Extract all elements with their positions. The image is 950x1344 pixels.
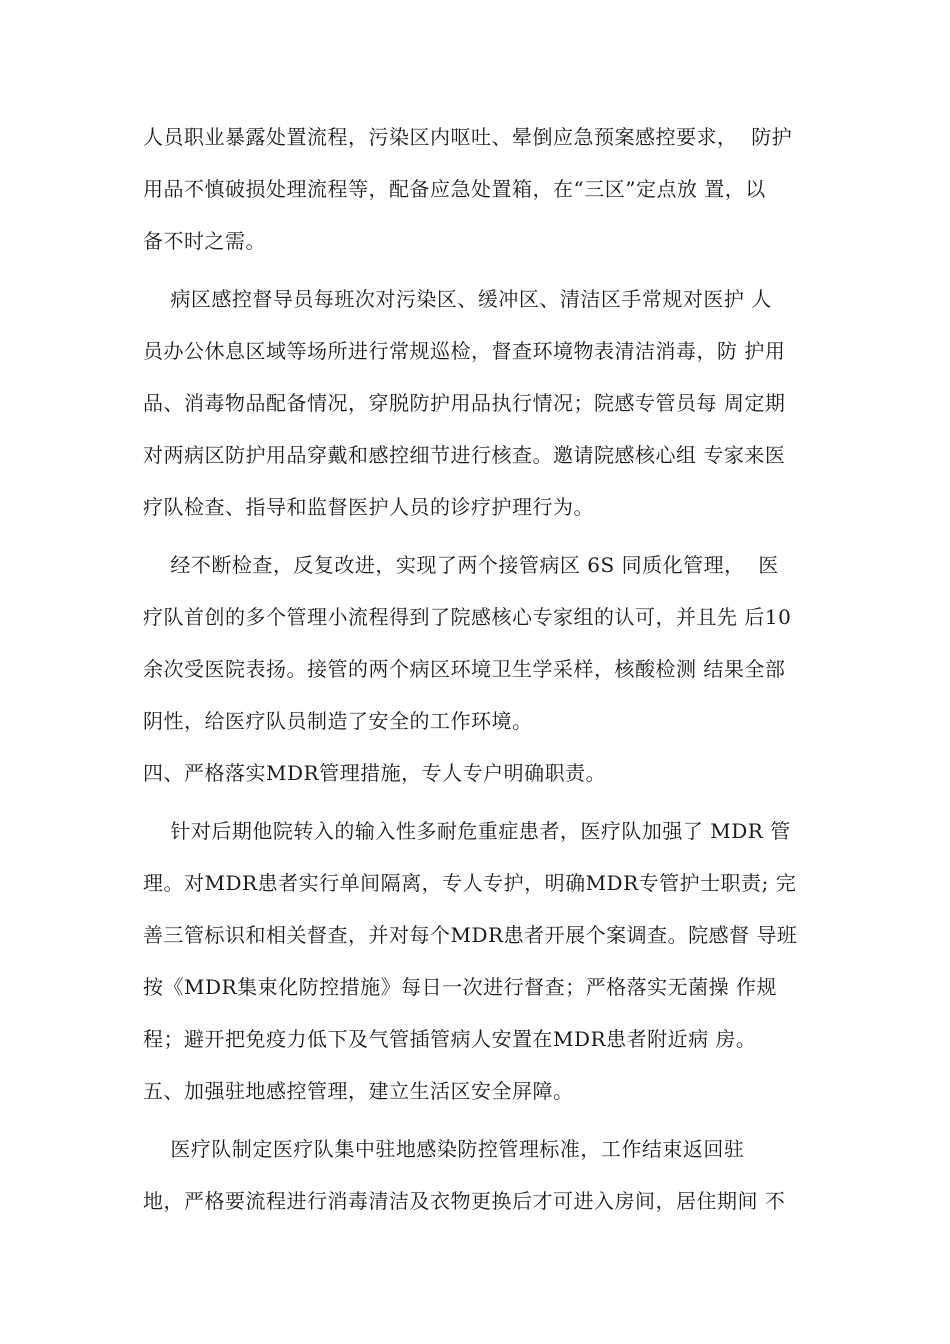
text-line: 病区感控督导员每班次对污染区、缓冲区、清洁区手常规对医护 人 [143, 287, 772, 311]
text-line: 人员职业暴露处置流程，污染区内呕吐、晕倒应急预案感控要求， 防护 [143, 125, 793, 149]
text-line: 医疗队制定医疗队集中驻地感染防控管理标准，工作结束返回驻 [143, 1137, 745, 1161]
text-line: 品、消毒物品配备情况，穿脱防护用品执行情况；院感专管员每 周定期 [143, 391, 786, 415]
text-line: 对两病区防护用品穿戴和感控细节进行核查。邀请院感核心组 专家来医 [143, 443, 786, 467]
text-line: 疗队首创的多个管理小流程得到了院感核心专家组的认可，并且先 后10 [143, 605, 792, 629]
text-line: 备不时之需。 [143, 229, 266, 253]
text-line: 善三管标识和相关督查，并对每个MDR患者开展个案调查。院感督 导班 [143, 923, 798, 947]
text-line: 阴性，给医疗队员制造了安全的工作环境。 [143, 709, 533, 733]
text-line: 程；避开把免疫力低下及气管插管病人安置在MDR患者附近病 房。 [143, 1027, 757, 1051]
section-heading: 五、加强驻地感控管理，建立生活区安全屏障。 [143, 1079, 574, 1103]
section-heading: 四、严格落实MDR管理措施，专人专户明确职责。 [143, 761, 607, 785]
text-line: 按《MDR集束化防控措施》每日一次进行督查；严格落实无菌操 作规 [143, 975, 777, 999]
text-line: 用品不慎破损处理流程等，配备应急处置箱，在“三区”定点放 置，以 [143, 177, 766, 201]
text-line: 地，严格要流程进行消毒清洁及衣物更换后才可进入房间，居住期间 不 [143, 1189, 786, 1213]
text-line: 余次受医院表扬。接管的两个病区环境卫生学采样，核酸检测 结果全部 [143, 657, 786, 681]
text-line: 经不断检查，反复改进，实现了两个接管病区 6S 同质化管理， 医 [143, 553, 779, 577]
text-line: 疗队检查、指导和监督医护人员的诊疗护理行为。 [143, 495, 594, 519]
text-line: 针对后期他院转入的输入性多耐危重症患者，医疗队加强了 MDR 管 [143, 819, 791, 843]
text-line: 理。对MDR患者实行单间隔离，专人专护，明确MDR专管护士职责; 完 [143, 871, 797, 895]
text-line: 员办公休息区域等场所进行常规巡检，督查环境物表清洁消毒，防 护用 [143, 339, 786, 363]
